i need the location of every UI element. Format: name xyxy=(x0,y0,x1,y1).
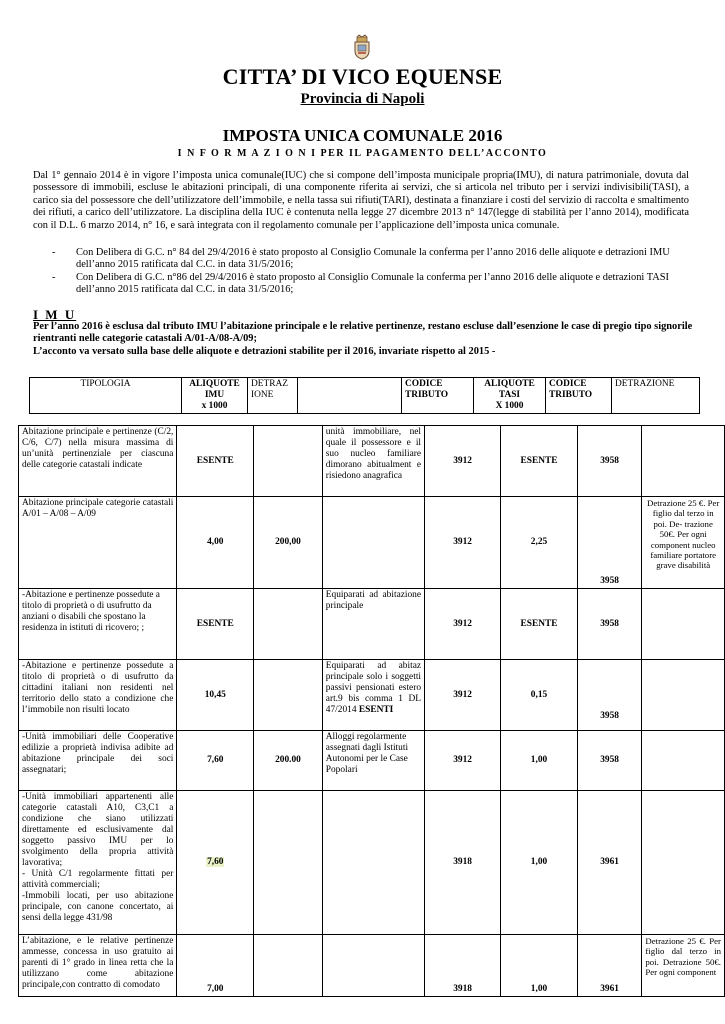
cell-codice-tasi: 3958 xyxy=(577,497,642,589)
cell-tipologia: -Abitazione e pertinenze possedute a titolo di proprietà o di usufrutto da anziani o disabili che spostano la residenza in istituti di ricovero; ; xyxy=(19,589,177,660)
header-aliquote-imu: ALIQUOTE IMU x 1000 xyxy=(182,378,248,414)
cell-aliquota-tasi: ESENTE xyxy=(501,426,578,497)
cell-detrazione-imu xyxy=(254,589,323,660)
cell-codice-tasi: 3958 xyxy=(577,589,642,660)
cell-tipologia: -Abitazione e pertinenze possedute a titolo di proprietà o di usufrutto da cittadini italiani non residenti nel territorio dello stato a condizione che l’immobile non risulti locato xyxy=(19,660,177,731)
cell-codice-imu: 3912 xyxy=(425,426,501,497)
cell-aliquota-imu xyxy=(177,791,254,935)
cell-aliquota-tasi: 2,25 xyxy=(501,497,578,589)
cell-detrazione-imu xyxy=(254,660,323,731)
highlighted-value: 7,60 xyxy=(207,857,224,867)
imu-note: Per l’anno 2016 è esclusa dal tributo IMU l’abitazione principale e le relative pertinenze, restano escluse dall’esenzione le case di pregio tipo signorile rientranti nelle categorie catastali A/01-A/08-A/09; xyxy=(33,321,693,345)
table-row xyxy=(19,935,725,997)
table-row xyxy=(19,660,725,731)
province-subtitle: Provincia di Napoli xyxy=(300,91,425,107)
cell-codice-tasi: 3958 xyxy=(577,731,642,791)
rates-table xyxy=(18,425,725,997)
cell-note: Alloggi regolarmente assegnati dagli Istituti Autonomi per le Case Popolari xyxy=(322,731,424,791)
cell-detrazione-tasi xyxy=(642,731,725,791)
tax-title: IMPOSTA UNICA COMUNALE 2016 xyxy=(222,126,503,145)
cell-tipologia: -Unità immobiliari delle Cooperative edilizie a proprietà indivisa adibite ad abitazione principale dei soci assegnatari; xyxy=(19,731,177,791)
cell-detrazione-tasi: Detrazione 25 €. Per figlio dal terzo in poi. De- trazione 50€. Per ogni component nucleo familiare portatore grave disabilità xyxy=(642,497,725,589)
city-crest-icon xyxy=(352,34,372,60)
bullet-text: Con Delibera di G.C. n°86 del 29/4/2016 è stato proposto al Consiglio Comunale la conferma per l’anno 2016 delle aliquote e detrazioni TASI dell’anno 2015 ratificata dal C.C. in data 31/5/2016; xyxy=(76,272,669,296)
cell-tipologia: Abitazione principale categorie catastali A/01 – A/08 – A/09 xyxy=(19,497,177,589)
cell-codice-tasi: 3958 xyxy=(577,660,642,731)
cell-detrazione-imu xyxy=(254,426,323,497)
rates-header-table xyxy=(29,377,700,414)
cell-detrazione-imu xyxy=(254,791,323,935)
tax-subtitle: I N F O R M A Z I O N I PER IL PAGAMENTO DELL’ACCONTO xyxy=(177,148,548,159)
cell-codice-imu: 3918 xyxy=(425,935,501,997)
bullet-dash: - xyxy=(52,272,56,283)
cell-note: unità immobiliare, nel quale il possessore e il suo nucleo familiare dimorano abitualment e risiedono anagrafica xyxy=(322,426,424,497)
cell-tipologia: -Unità immobiliari appartenenti alle categorie catastali A10, C3,C1 a condizione che siano utilizzati direttamente ed esclusivamente dal soggetto passivo IMU per lo svolgimento della propria attività lavorativa; - Unità C/1 regolarmente fittati per attività commerciali; -Immobili locati, per uso abitazione principale, con canone concertato, ai sensi della legge 431/98 xyxy=(19,791,177,935)
cell-codice-tasi: 3961 xyxy=(577,935,642,997)
cell-aliquota-imu: 4,00 xyxy=(177,497,254,589)
cell-codice-tasi: 3958 xyxy=(577,426,642,497)
esenti-label: ESENTI xyxy=(358,705,394,715)
imu-heading: I M U xyxy=(33,307,77,322)
header-row xyxy=(30,378,700,414)
header-codice-tributo-imu: CODICE TRIBUTO xyxy=(402,378,474,414)
cell-detrazione-tasi xyxy=(642,660,725,731)
cell-codice-tasi: 3961 xyxy=(577,791,642,935)
cell-codice-imu: 3912 xyxy=(425,731,501,791)
cell-detrazione-tasi: Detrazione 25 €. Per figlio dal terzo in poi. Detrazione 50€. Per ogni component xyxy=(642,935,725,997)
cell-note xyxy=(322,935,424,997)
cell-note xyxy=(322,497,424,589)
cell-aliquota-imu: 7,00 xyxy=(177,935,254,997)
cell-detrazione-tasi xyxy=(642,791,725,935)
header-detrazione-imu: DETRAZ IONE xyxy=(248,378,298,414)
imu-note: L’acconto va versato sulla base delle aliquote e detrazioni stabilite per il 2016, invariate rispetto al 2015 - xyxy=(33,346,496,357)
header-blank xyxy=(298,378,402,414)
cell-aliquota-imu: ESENTE xyxy=(177,589,254,660)
cell-codice-imu: 3912 xyxy=(425,589,501,660)
bullet-dash: - xyxy=(52,247,56,258)
cell-aliquota-tasi: 1,00 xyxy=(501,791,578,935)
bullet-text: Con Delibera di G.C. n° 84 del 29/4/2016 è stato proposto al Consiglio Comunale la conferma per l’anno 2016 delle aliquote e detrazioni IMU dell’anno 2015 ratificata dal C.C. in data 31/5/2016; xyxy=(76,247,670,271)
cell-codice-imu: 3912 xyxy=(425,660,501,731)
cell-tipologia: Abitazione principale e pertinenze (C/2, C/6, C/7) nella misura massima di un’unità pertinenziale per ciascuna delle categorie catastali indicate xyxy=(19,426,177,497)
cell-detrazione-imu xyxy=(254,935,323,997)
table-row xyxy=(19,791,725,935)
cell-note xyxy=(322,791,424,935)
cell-aliquota-imu: ESENTE xyxy=(177,426,254,497)
cell-aliquota-imu: 7,60 xyxy=(177,731,254,791)
cell-note: Equiparati ad abitaz principale solo i soggetti passivi pensionati estero art.9 bis comma 1 DL 47/2014 ESENTI xyxy=(322,660,424,731)
city-title: CITTA’ DI VICO EQUENSE xyxy=(222,64,503,89)
table-row xyxy=(19,731,725,791)
intro-paragraph: Dal 1° gennaio 2014 è in vigore l’imposta unica comunale(IUC) che si compone dell’imposta municipale propria(IMU), di natura patrimoniale, dovuta dal possessore di immobili, escluse le abitazioni principali, di una componente riferita ai servizi, che si articola nel tributo per i servizi indivisibili(TASI), a carico sia del possessore che dell’utilizzatore dell’immobile, e nella tassa sui rifiuti(TARI), destinata a finanziare i costi del servizio di raccolta e smaltimento dei rifiuti, a carico dell’utilizzatore. La disciplina della IUC è contenuta nella legge 27 dicembre 2013 n° 147(legge di stabilità per l’anno 2014), modificata con il D.L. 6 marzo 2014, n° 16, e sarà integrata con il regolamento comunale per l’applicazione dell’imposta unica comunale. xyxy=(33,170,689,231)
table-row xyxy=(19,589,725,660)
cell-codice-imu: 3918 xyxy=(425,791,501,935)
cell-aliquota-tasi: 1,00 xyxy=(501,731,578,791)
table-row xyxy=(19,426,725,497)
cell-detrazione-imu: 200,00 xyxy=(254,497,323,589)
header-tipologia: TIPOLOGIA xyxy=(30,378,182,414)
header-aliquote-tasi: ALIQUOTE TASI X 1000 xyxy=(474,378,546,414)
cell-aliquota-tasi: 1,00 xyxy=(501,935,578,997)
cell-note: Equiparati ad abitazione principale xyxy=(322,589,424,660)
cell-detrazione-tasi xyxy=(642,589,725,660)
cell-codice-imu: 3912 xyxy=(425,497,501,589)
cell-aliquota-tasi: ESENTE xyxy=(501,589,578,660)
header-codice-tributo-tasi: CODICE TRIBUTO xyxy=(546,378,612,414)
cell-aliquota-tasi: 0,15 xyxy=(501,660,578,731)
table-row xyxy=(19,497,725,589)
cell-detrazione-tasi xyxy=(642,426,725,497)
header-detrazione-tasi: DETRAZIONE xyxy=(612,378,700,414)
cell-tipologia: L’abitazione, e le relative pertinenze ammesse, concessa in uso gratuito ai parenti di 1° grado in linea retta che la utilizzano come abitazione principale,con contratto di comodato xyxy=(19,935,177,997)
cell-aliquota-imu: 10,45 xyxy=(177,660,254,731)
cell-detrazione-imu: 200.00 xyxy=(254,731,323,791)
